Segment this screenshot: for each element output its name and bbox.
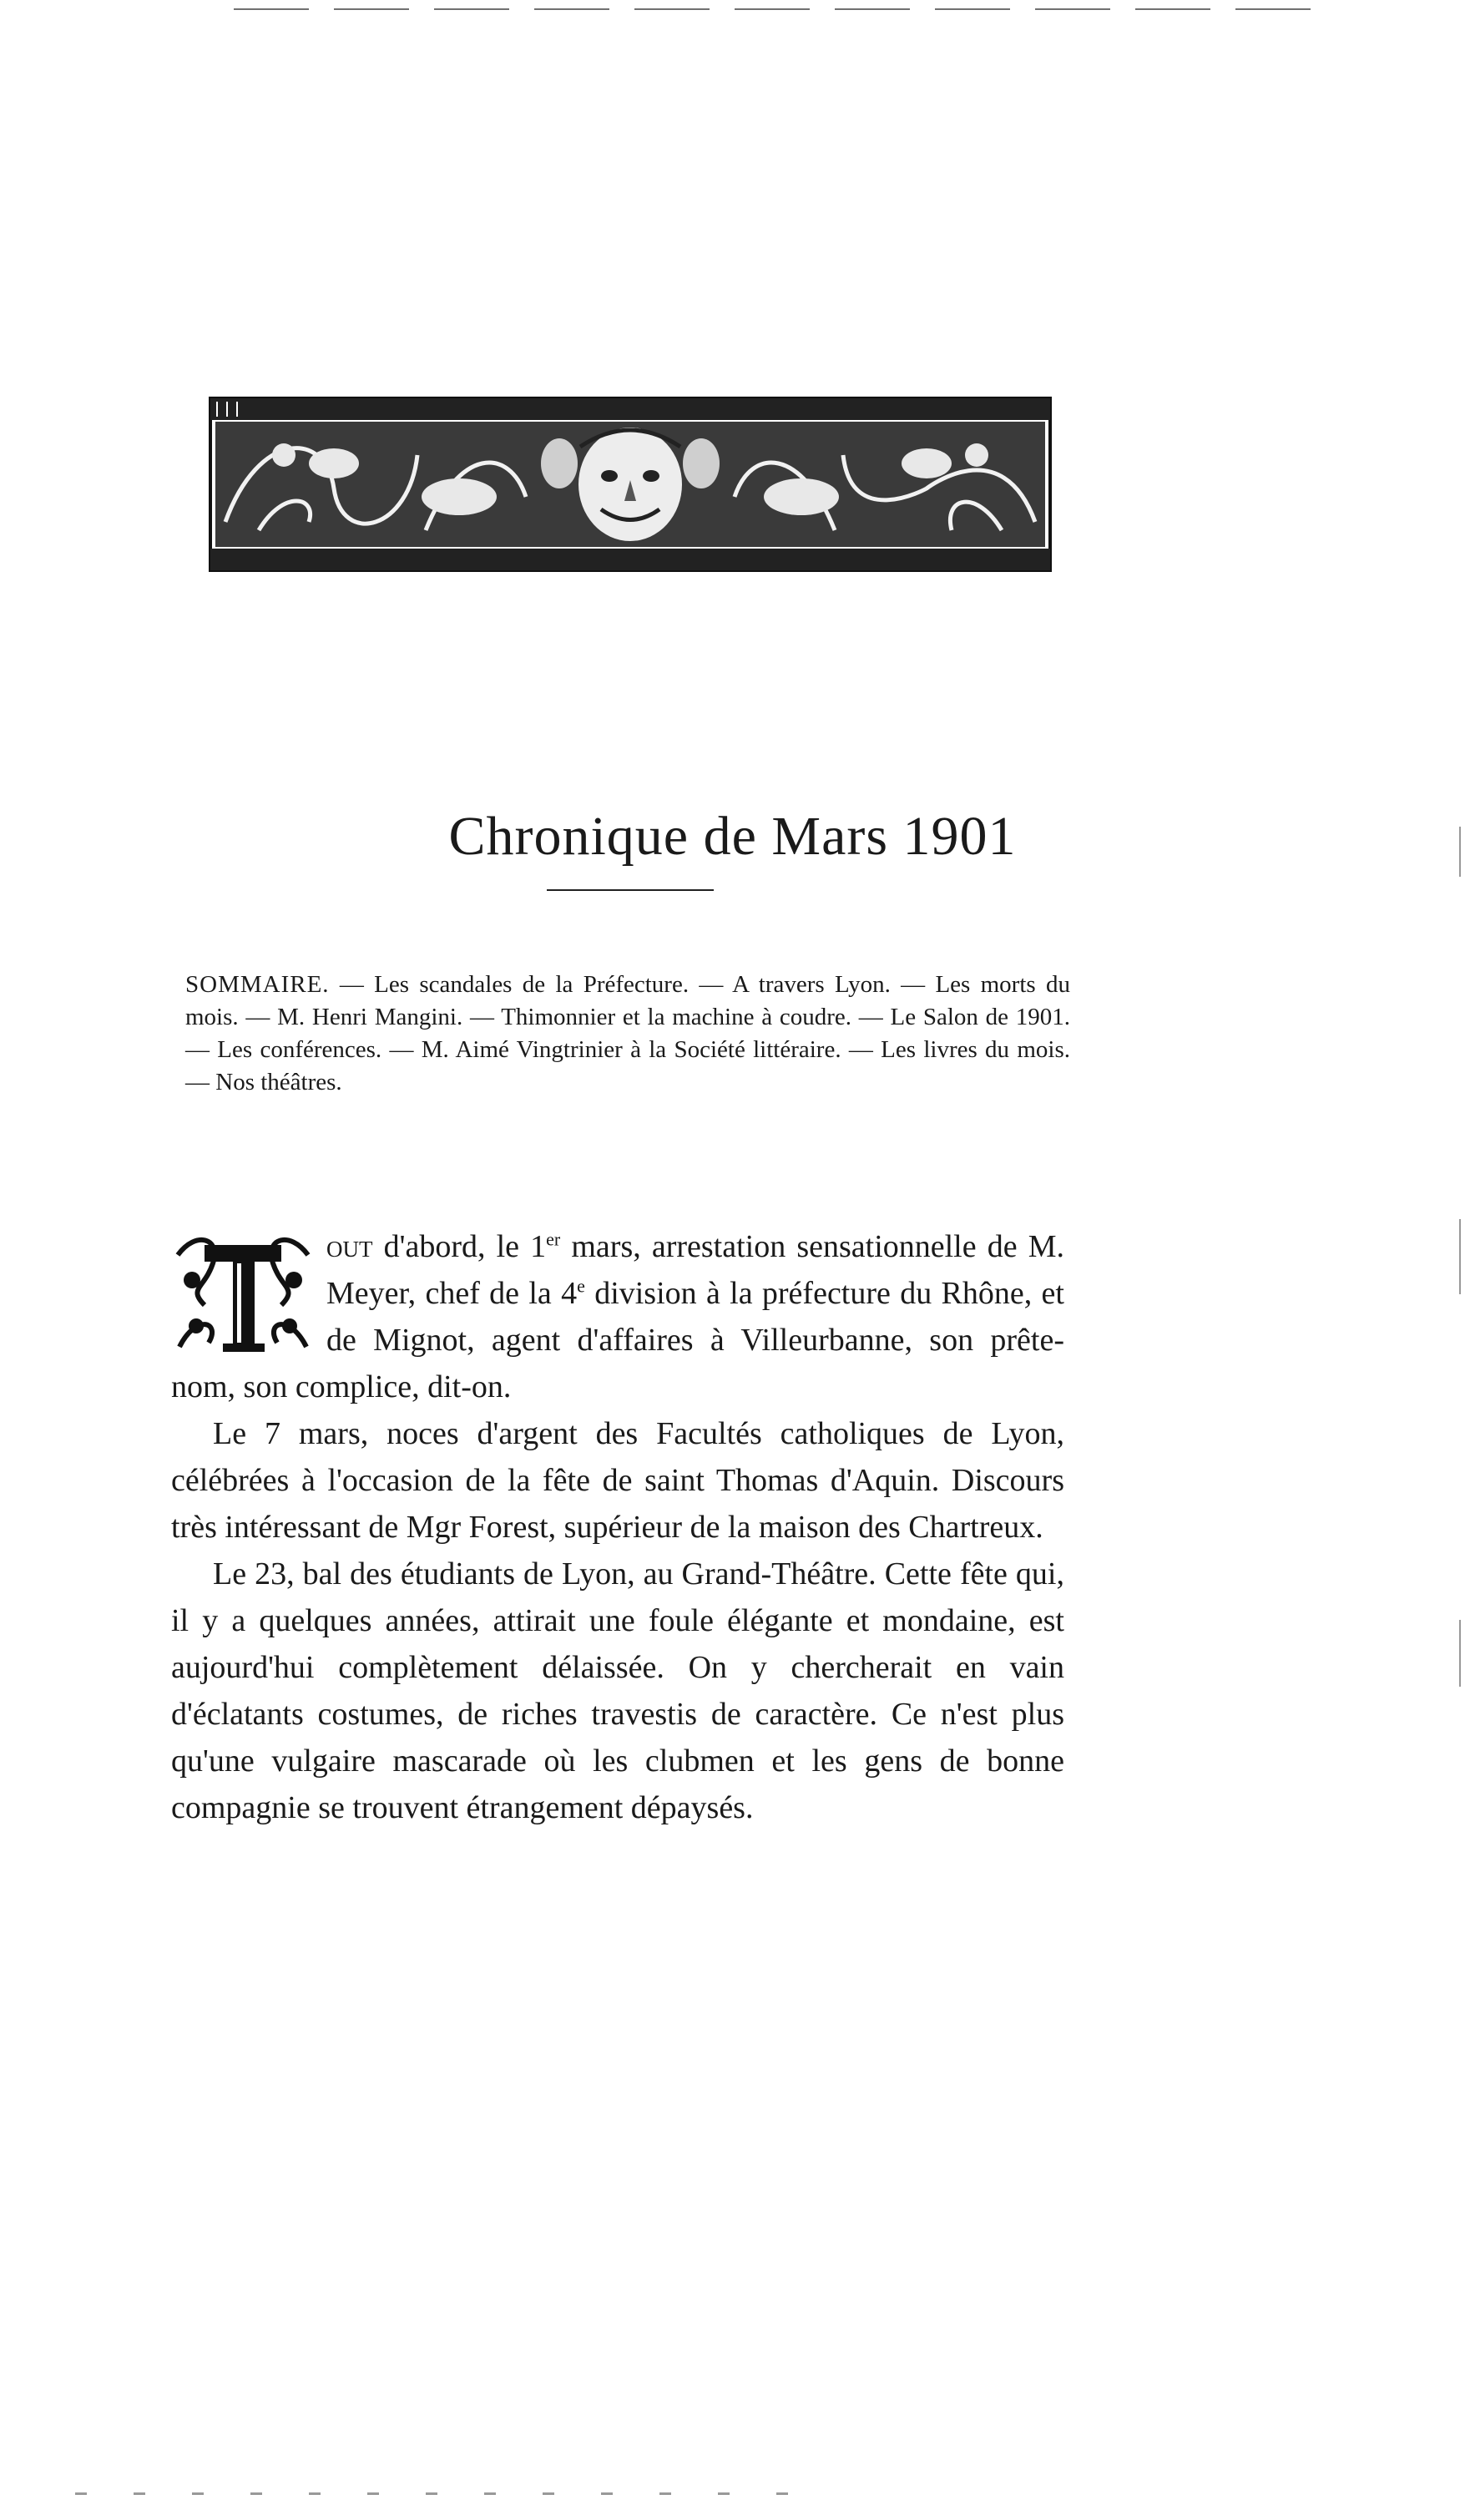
- ornamental-headpiece-icon: [209, 397, 1052, 572]
- title-divider: [547, 889, 714, 891]
- margin-mark: [1459, 1620, 1461, 1687]
- summary-block: [185, 969, 1070, 1099]
- page-title: Chronique de Mars 1901: [448, 806, 1017, 868]
- top-edge-rule: [234, 8, 1319, 10]
- p1-text-b: mars, arrestation sensationnelle de M. Meyer, chef de la 4: [326, 1229, 1064, 1311]
- illuminated-dropcap-icon: [171, 1230, 315, 1355]
- p1-superscript-er: er: [546, 1228, 561, 1250]
- article-body: [171, 1223, 1064, 1831]
- margin-mark: [1459, 1219, 1461, 1294]
- bottom-edge-dots: [75, 2492, 810, 2495]
- summary-text: — Les scandales de la Préfecture. — A travers Lyon. — Les morts du mois. — M. Henri Mangini. — Thimonnier et la machine à coudre. — Le Salon de 1901. — Les conférences. — M. Aimé Vingtrinier à la Société littéraire. — Les livres du mois. — Nos théâtres.: [185, 971, 1070, 1096]
- p1-superscript-e: e: [577, 1275, 585, 1297]
- summary-lead: SOMMAIRE.: [185, 971, 330, 998]
- dropcap-continuation: out: [326, 1229, 373, 1264]
- margin-mark: [1459, 827, 1461, 877]
- paragraph-3: Le 23, bal des étudiants de Lyon, au Grand-Théâtre. Cette fête qui, il y a quelques années, attirait une foule élégante et mondaine, est aujourd'hui complètement délaissée. On y chercherait en vain d'éclatants costumes, de riches travestis de caractère. Ce n'est plus qu'une vulgaire mascarade où les clubmen et les gens de bonne compagnie se trouvent étrangement dépaysés.: [171, 1556, 1064, 1825]
- p1-text-a: d'abord, le 1: [372, 1229, 547, 1264]
- paragraph-2: Le 7 mars, noces d'argent des Facultés catholiques de Lyon, célébrées à l'occasion de la fête de saint Thomas d'Aquin. Discours très intéressant de Mgr Forest, supérieur de la maison des Chartreux.: [171, 1416, 1064, 1545]
- p1-text-c: division à la préfecture du Rhône, et de Mignot, agent d'affaires à Villeurbanne, son prête-nom, son complice, dit-on.: [171, 1276, 1064, 1404]
